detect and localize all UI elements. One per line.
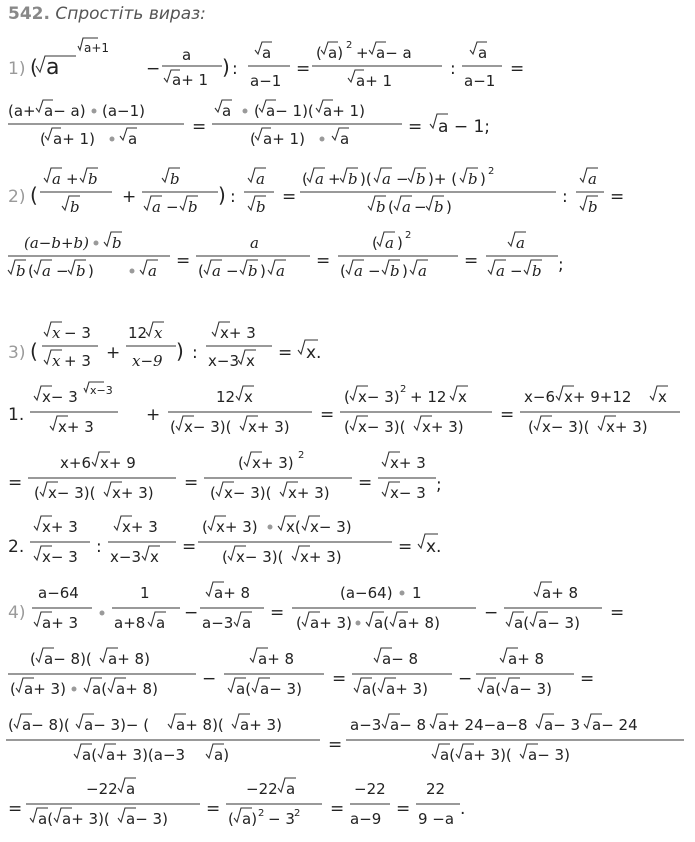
svg-text:a(: a( bbox=[92, 680, 108, 698]
svg-text:a+ 8: a+ 8 bbox=[508, 650, 545, 668]
svg-text:x− 3: x− 3 bbox=[42, 548, 78, 566]
svg-text:=: = bbox=[330, 799, 345, 819]
svg-text:a: a bbox=[385, 234, 394, 252]
exercise-number: 542. bbox=[8, 4, 50, 24]
svg-text:−: − bbox=[368, 262, 381, 280]
svg-text:+: + bbox=[122, 187, 137, 207]
svg-text:+ 12: + 12 bbox=[410, 388, 447, 406]
svg-text:=: = bbox=[398, 537, 413, 557]
line-4-3 bbox=[0, 708, 695, 768]
svg-text:a: a bbox=[276, 262, 285, 280]
svg-text:22: 22 bbox=[426, 780, 446, 798]
svg-text:x+ 9+12: x+ 9+12 bbox=[564, 388, 632, 406]
svg-text:a+ 3): a+ 3) bbox=[310, 614, 352, 632]
svg-text:x−3: x−3 bbox=[208, 352, 239, 370]
svg-text:− 3: − 3 bbox=[64, 324, 91, 342]
svg-text:(: ( bbox=[30, 650, 36, 668]
svg-text:=: = bbox=[184, 473, 199, 493]
svg-text:a: a bbox=[478, 44, 488, 62]
svg-text:a(: a( bbox=[514, 614, 530, 632]
svg-text:x+ 3: x+ 3 bbox=[390, 454, 426, 472]
exercise-task: Спростіть вираз: bbox=[55, 4, 206, 24]
svg-text:a: a bbox=[588, 170, 597, 188]
svg-text:=: = bbox=[580, 669, 595, 689]
svg-text:−: − bbox=[510, 262, 523, 280]
svg-text:a: a bbox=[52, 170, 61, 188]
svg-text:+: + bbox=[66, 170, 79, 188]
svg-text:b: b bbox=[468, 170, 478, 188]
svg-text:b: b bbox=[256, 198, 266, 216]
svg-text:a+ 3): a+ 3) bbox=[386, 680, 428, 698]
svg-text:9 −a: 9 −a bbox=[418, 810, 455, 828]
svg-text:(: ( bbox=[210, 484, 216, 502]
svg-text:+: + bbox=[328, 170, 341, 188]
line-2-2 bbox=[0, 222, 695, 282]
svg-text:(: ( bbox=[10, 680, 16, 698]
item-3-label: 3) bbox=[8, 343, 26, 363]
item-1-label: 1) bbox=[8, 59, 26, 79]
formula-4-3 bbox=[0, 708, 695, 768]
line-1-2 bbox=[0, 88, 695, 148]
svg-text:−: − bbox=[184, 603, 199, 623]
svg-text:b: b bbox=[390, 262, 400, 280]
svg-text:−: − bbox=[226, 262, 239, 280]
svg-text:x−9: x−9 bbox=[132, 352, 163, 370]
svg-text:(: ( bbox=[34, 484, 40, 502]
svg-text:b: b bbox=[248, 262, 258, 280]
svg-text:=: = bbox=[332, 669, 347, 689]
svg-text:a− 3): a− 3) bbox=[528, 746, 570, 764]
svg-text:a(: a( bbox=[236, 680, 252, 698]
svg-text:(: ( bbox=[228, 810, 234, 828]
svg-text:x− 3): x− 3) bbox=[358, 388, 400, 406]
svg-text:b: b bbox=[348, 170, 358, 188]
svg-text:a+ 3: a+ 3 bbox=[42, 614, 79, 632]
svg-text::: : bbox=[450, 59, 456, 79]
formula-3-2 bbox=[0, 382, 695, 442]
svg-text:a: a bbox=[242, 614, 252, 632]
formula-3-4 bbox=[0, 510, 695, 570]
svg-text:2: 2 bbox=[405, 230, 412, 241]
svg-text:=: = bbox=[182, 537, 197, 557]
svg-text:2: 2 bbox=[258, 808, 265, 819]
svg-text:b: b bbox=[376, 198, 386, 216]
svg-text:a− 3): a− 3) bbox=[260, 680, 302, 698]
svg-text:a+ 3): a+ 3) bbox=[24, 680, 66, 698]
svg-text:a+ 24−a−8: a+ 24−a−8 bbox=[438, 716, 528, 734]
svg-text:a: a bbox=[126, 780, 136, 798]
svg-text:−22: −22 bbox=[246, 780, 278, 798]
svg-text:−: − bbox=[396, 170, 409, 188]
svg-text:a− a: a− a bbox=[376, 44, 412, 62]
svg-text:a− 8)(: a− 8)( bbox=[22, 716, 70, 734]
svg-text:(: ( bbox=[340, 262, 346, 280]
line-4-1 bbox=[0, 576, 695, 636]
svg-text::: : bbox=[562, 187, 568, 207]
svg-text:b: b bbox=[188, 198, 198, 216]
svg-text:=: = bbox=[278, 343, 293, 363]
svg-text:(a−1): (a−1) bbox=[102, 102, 146, 120]
svg-text:x+ 3): x+ 3) bbox=[216, 518, 258, 536]
svg-text:x: x bbox=[246, 352, 255, 370]
svg-text:a: a bbox=[148, 262, 157, 280]
svg-text:a − 1;: a − 1; bbox=[438, 117, 491, 137]
svg-text:): ) bbox=[446, 198, 452, 216]
svg-text:x−3: x−3 bbox=[90, 384, 113, 397]
svg-text:x(: x( bbox=[286, 518, 301, 536]
svg-text:x− 3): x− 3) bbox=[310, 518, 352, 536]
svg-text:(: ( bbox=[28, 262, 34, 280]
item-2-label: 2) bbox=[8, 187, 26, 207]
svg-text:a+1: a+1 bbox=[84, 41, 110, 55]
svg-text:−22: −22 bbox=[86, 780, 118, 798]
svg-text:=: = bbox=[500, 405, 515, 425]
svg-text:−: − bbox=[484, 603, 499, 623]
svg-text:x+ 3): x+ 3) bbox=[112, 484, 154, 502]
svg-text:12: 12 bbox=[216, 388, 236, 406]
svg-text:b: b bbox=[16, 262, 26, 280]
svg-text:x−3: x−3 bbox=[110, 548, 141, 566]
svg-text:a− 8: a− 8 bbox=[382, 650, 419, 668]
svg-text:a: a bbox=[262, 44, 272, 62]
step-1-label: 1. bbox=[8, 405, 25, 425]
svg-text:=: = bbox=[176, 251, 191, 271]
svg-text:a+ 3)(a−3: a+ 3)(a−3 bbox=[106, 746, 186, 764]
svg-text:x: x bbox=[458, 388, 467, 406]
line-4-2 bbox=[0, 642, 695, 702]
svg-text:−: − bbox=[202, 669, 217, 689]
svg-text:a− 3): a− 3) bbox=[538, 614, 580, 632]
svg-text:2: 2 bbox=[346, 40, 353, 51]
line-3-4 bbox=[0, 510, 695, 570]
svg-text:x− 3)(: x− 3)( bbox=[236, 548, 284, 566]
svg-text:a−3: a−3 bbox=[202, 614, 234, 632]
svg-text:b: b bbox=[170, 170, 180, 188]
svg-text:1: 1 bbox=[412, 584, 422, 602]
svg-text:;: ; bbox=[436, 475, 442, 495]
line-4-4 bbox=[0, 774, 695, 834]
svg-text:−: − bbox=[146, 59, 161, 79]
svg-text:=: = bbox=[358, 473, 373, 493]
step-2-label: 2. bbox=[8, 537, 25, 557]
svg-text:(: ( bbox=[30, 183, 38, 207]
formula-1-1 bbox=[0, 30, 695, 90]
svg-text:(a−b+b): (a−b+b) bbox=[24, 234, 89, 252]
svg-text:(a+: (a+ bbox=[8, 102, 36, 120]
svg-text:2: 2 bbox=[298, 450, 305, 461]
svg-text:a: a bbox=[156, 614, 166, 632]
svg-text:b: b bbox=[88, 170, 98, 188]
svg-text:=: = bbox=[610, 187, 625, 207]
svg-text:(: ( bbox=[222, 548, 228, 566]
svg-text:+: + bbox=[356, 44, 369, 62]
svg-text:a− 1)(: a− 1)( bbox=[266, 102, 314, 120]
svg-text:a: a bbox=[315, 170, 324, 188]
svg-text:b: b bbox=[532, 262, 542, 280]
svg-text:=: = bbox=[396, 799, 411, 819]
svg-text:): ) bbox=[218, 183, 226, 207]
svg-text:b: b bbox=[416, 170, 426, 188]
svg-text:=: = bbox=[8, 799, 23, 819]
svg-text:): ) bbox=[222, 55, 230, 79]
svg-text:a: a bbox=[340, 130, 350, 148]
svg-text:a−3: a−3 bbox=[350, 716, 382, 734]
svg-text:a− a): a− a) bbox=[44, 102, 86, 120]
svg-text:=: = bbox=[270, 603, 285, 623]
svg-text:)(: )( bbox=[360, 170, 372, 188]
svg-text:a(: a( bbox=[374, 614, 390, 632]
svg-text:−: − bbox=[414, 198, 427, 216]
svg-text:x−6: x−6 bbox=[524, 388, 555, 406]
svg-text:a+ 8): a+ 8) bbox=[398, 614, 440, 632]
svg-text:a+ 8: a+ 8 bbox=[214, 584, 251, 602]
svg-text:x+ 3): x+ 3) bbox=[606, 418, 648, 436]
svg-text:b: b bbox=[588, 198, 598, 216]
svg-text:(: ( bbox=[372, 234, 378, 252]
svg-text:=: = bbox=[328, 735, 343, 755]
svg-text:a+ 8: a+ 8 bbox=[258, 650, 295, 668]
svg-text:1: 1 bbox=[140, 584, 150, 602]
svg-text:x: x bbox=[150, 548, 159, 566]
line-3-3 bbox=[0, 446, 695, 506]
svg-text:(: ( bbox=[254, 102, 260, 120]
svg-text:a: a bbox=[286, 780, 296, 798]
svg-text:2: 2 bbox=[400, 384, 407, 395]
svg-text:a−1: a−1 bbox=[464, 72, 496, 90]
svg-text:.: . bbox=[460, 799, 466, 819]
svg-text:(: ( bbox=[170, 418, 176, 436]
svg-text:a− 8: a− 8 bbox=[390, 716, 427, 734]
svg-text:a: a bbox=[382, 170, 391, 188]
svg-text:a: a bbox=[222, 102, 232, 120]
svg-text:a: a bbox=[496, 262, 505, 280]
svg-text:b: b bbox=[112, 234, 122, 252]
svg-text:(: ( bbox=[202, 518, 208, 536]
svg-text:=: = bbox=[320, 405, 335, 425]
svg-text:a− 3: a− 3 bbox=[544, 716, 581, 734]
svg-text:;: ; bbox=[558, 255, 564, 275]
formula-3-1 bbox=[0, 314, 695, 374]
svg-text:a−64: a−64 bbox=[38, 584, 79, 602]
svg-text:a+ 1): a+ 1) bbox=[53, 130, 95, 148]
svg-text:− 3: − 3 bbox=[268, 810, 295, 828]
svg-text:x+ 3: x+ 3 bbox=[42, 518, 78, 536]
svg-text:=: = bbox=[192, 117, 207, 137]
formula-2-2 bbox=[0, 222, 695, 282]
svg-text:=: = bbox=[282, 187, 297, 207]
formula-3-3 bbox=[0, 446, 695, 506]
svg-text:−22: −22 bbox=[354, 780, 386, 798]
svg-text::: : bbox=[230, 187, 236, 207]
svg-text:(: ( bbox=[344, 418, 350, 436]
svg-text:=: = bbox=[8, 473, 23, 493]
svg-text:x+ 3: x+ 3 bbox=[58, 418, 94, 436]
svg-text:(: ( bbox=[40, 130, 46, 148]
svg-text:x+ 3: x+ 3 bbox=[122, 518, 158, 536]
svg-text:): ) bbox=[260, 262, 266, 280]
item-4-label: 4) bbox=[8, 603, 26, 623]
svg-text:(a−64): (a−64) bbox=[340, 584, 393, 602]
svg-text:a+ 8): a+ 8) bbox=[116, 680, 158, 698]
svg-text:a: a bbox=[256, 170, 265, 188]
formula-4-2 bbox=[0, 642, 695, 702]
svg-text:x− 3)(: x− 3)( bbox=[542, 418, 590, 436]
svg-text:a: a bbox=[212, 262, 221, 280]
svg-text:x: x bbox=[52, 324, 61, 342]
formula-4-4 bbox=[0, 774, 695, 834]
svg-text:x+ 3): x+ 3) bbox=[422, 418, 464, 436]
svg-text:x: x bbox=[244, 388, 253, 406]
svg-text:a+8: a+8 bbox=[114, 614, 146, 632]
svg-text:x: x bbox=[52, 352, 61, 370]
svg-text:a− 3): a− 3) bbox=[510, 680, 552, 698]
svg-text:): ) bbox=[480, 170, 486, 188]
svg-text:+: + bbox=[146, 405, 161, 425]
svg-text:x+6: x+6 bbox=[60, 454, 91, 472]
svg-text:(: ( bbox=[344, 388, 350, 406]
svg-text:x.: x. bbox=[426, 537, 442, 557]
svg-text:a(: a( bbox=[82, 746, 98, 764]
svg-text:(: ( bbox=[198, 262, 204, 280]
svg-text:b: b bbox=[76, 262, 86, 280]
svg-text:−: − bbox=[166, 198, 179, 216]
svg-text:=: = bbox=[206, 799, 221, 819]
svg-text:a+ 3)(: a+ 3)( bbox=[62, 810, 110, 828]
svg-text:a− 3)− (: a− 3)− ( bbox=[84, 716, 150, 734]
svg-text:x+ 3: x+ 3 bbox=[220, 324, 256, 342]
svg-text:a: a bbox=[42, 262, 51, 280]
svg-text:a): a) bbox=[242, 810, 258, 828]
svg-text:a− 8)(: a− 8)( bbox=[44, 650, 92, 668]
svg-text:b: b bbox=[70, 198, 80, 216]
svg-text:a+ 1): a+ 1) bbox=[323, 102, 365, 120]
svg-text::: : bbox=[232, 59, 238, 79]
svg-text:a+ 8)(: a+ 8)( bbox=[176, 716, 224, 734]
svg-text:x.: x. bbox=[306, 343, 322, 363]
svg-text:a: a bbox=[46, 55, 60, 80]
svg-text:a: a bbox=[182, 46, 192, 64]
svg-text:a: a bbox=[128, 130, 138, 148]
svg-text:a(: a( bbox=[440, 746, 456, 764]
svg-text:a): a) bbox=[214, 746, 230, 764]
svg-text:a: a bbox=[354, 262, 363, 280]
svg-text:=: = bbox=[610, 603, 625, 623]
svg-text::: : bbox=[192, 343, 198, 363]
svg-text:(: ( bbox=[296, 614, 302, 632]
svg-text:a+ 1): a+ 1) bbox=[263, 130, 305, 148]
svg-text:(: ( bbox=[30, 339, 38, 363]
svg-text:x+ 3): x+ 3) bbox=[252, 454, 294, 472]
svg-text:a: a bbox=[402, 198, 411, 216]
svg-text:x+ 9: x+ 9 bbox=[100, 454, 136, 472]
svg-text:x: x bbox=[658, 388, 667, 406]
formula-4-1 bbox=[0, 576, 695, 636]
svg-text:x+ 3): x+ 3) bbox=[248, 418, 290, 436]
svg-text:x− 3)(: x− 3)( bbox=[358, 418, 406, 436]
svg-text:+ 3: + 3 bbox=[64, 352, 91, 370]
svg-text:2: 2 bbox=[488, 166, 495, 177]
svg-text:a: a bbox=[418, 262, 427, 280]
svg-text:=: = bbox=[408, 117, 423, 137]
line-3-1 bbox=[0, 314, 695, 374]
svg-text:−: − bbox=[56, 262, 69, 280]
exercise-header bbox=[8, 4, 206, 24]
svg-text:a: a bbox=[516, 234, 525, 252]
svg-text:a− 24: a− 24 bbox=[592, 716, 638, 734]
svg-text:x− 3: x− 3 bbox=[42, 388, 78, 406]
svg-text:(: ( bbox=[528, 418, 534, 436]
svg-text:a: a bbox=[152, 198, 161, 216]
svg-text:=: = bbox=[296, 59, 311, 79]
svg-text:x+ 3): x+ 3) bbox=[300, 548, 342, 566]
svg-text:a+ 3): a+ 3) bbox=[240, 716, 282, 734]
svg-text:(: ( bbox=[302, 170, 308, 188]
svg-text:): ) bbox=[397, 234, 403, 252]
svg-text:a(: a( bbox=[38, 810, 54, 828]
svg-text:x− 3)(: x− 3)( bbox=[224, 484, 272, 502]
svg-text:a: a bbox=[250, 234, 259, 252]
svg-text:a−1: a−1 bbox=[250, 72, 282, 90]
svg-text:(: ( bbox=[316, 44, 322, 62]
svg-text:): ) bbox=[88, 262, 94, 280]
svg-text:a+ 3)(: a+ 3)( bbox=[464, 746, 512, 764]
svg-text:a+ 8: a+ 8 bbox=[542, 584, 579, 602]
svg-text:(: ( bbox=[388, 198, 394, 216]
svg-text:): ) bbox=[402, 262, 408, 280]
svg-text:)+ (: )+ ( bbox=[428, 170, 458, 188]
line-2-1 bbox=[0, 158, 695, 218]
svg-text:a+ 1: a+ 1 bbox=[172, 71, 209, 89]
svg-text:a− 3): a− 3) bbox=[126, 810, 168, 828]
svg-text:a(: a( bbox=[362, 680, 378, 698]
svg-text:=: = bbox=[510, 59, 525, 79]
line-1-1 bbox=[0, 30, 695, 90]
svg-text:x− 3)(: x− 3)( bbox=[48, 484, 96, 502]
svg-text:a): a) bbox=[328, 44, 344, 62]
svg-text:a+ 1: a+ 1 bbox=[356, 72, 393, 90]
svg-text:x− 3)(: x− 3)( bbox=[184, 418, 232, 436]
svg-text:(: ( bbox=[238, 454, 244, 472]
svg-text:=: = bbox=[464, 251, 479, 271]
svg-text:x− 3: x− 3 bbox=[390, 484, 426, 502]
svg-text:b: b bbox=[434, 198, 444, 216]
svg-text:a−9: a−9 bbox=[350, 810, 382, 828]
svg-text:): ) bbox=[176, 339, 184, 363]
formula-1-2 bbox=[0, 88, 695, 148]
svg-text:x: x bbox=[154, 324, 163, 342]
svg-text:12: 12 bbox=[128, 324, 148, 342]
svg-text:2: 2 bbox=[294, 808, 301, 819]
svg-text:(: ( bbox=[250, 130, 256, 148]
svg-text:(: ( bbox=[8, 716, 14, 734]
svg-text:a+ 8): a+ 8) bbox=[108, 650, 150, 668]
svg-text:a(: a( bbox=[486, 680, 502, 698]
svg-text:=: = bbox=[316, 251, 331, 271]
svg-text:−: − bbox=[458, 669, 473, 689]
svg-text:(: ( bbox=[30, 55, 38, 79]
svg-text:x+ 3): x+ 3) bbox=[288, 484, 330, 502]
svg-text::: : bbox=[96, 537, 102, 557]
formula-2-1 bbox=[0, 158, 695, 218]
line-3-2 bbox=[0, 382, 695, 442]
svg-text:+: + bbox=[106, 343, 121, 363]
